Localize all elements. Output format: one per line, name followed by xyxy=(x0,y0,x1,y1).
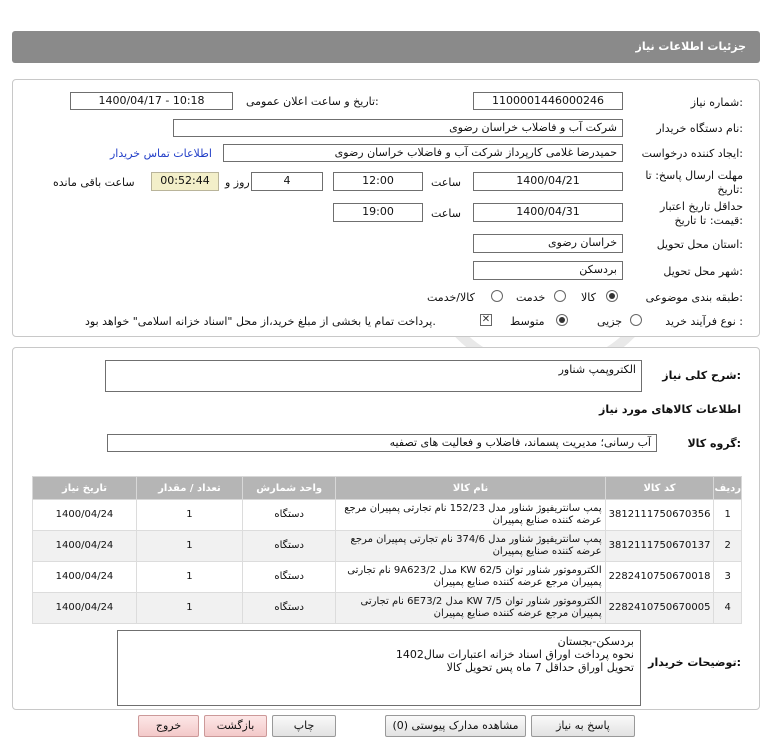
buyer-notes-line: بردسکن-بجستان xyxy=(557,635,634,648)
buyer-org-field: شرکت آب و فاضلاب خراسان رضوی xyxy=(173,119,623,137)
remaining-time-field: 00:52:44 xyxy=(151,172,219,191)
buyer-contact-link[interactable]: اطلاعات تماس خریدار xyxy=(110,147,212,160)
row-number: 3 xyxy=(714,562,742,593)
category-radio-goods[interactable] xyxy=(606,290,618,302)
goods-info-title: اطلاعات کالاهای مورد نیاز xyxy=(599,403,741,416)
summary-label: شرح کلی نیاز: xyxy=(662,369,741,382)
attachments-button[interactable]: مشاهده مدارک پیوستی (0) xyxy=(385,715,526,737)
remaining-label: ساعت باقی مانده xyxy=(53,176,135,189)
reply-button[interactable]: پاسخ به نیاز xyxy=(531,715,635,737)
title-bar xyxy=(12,31,760,63)
province-field: خراسان رضوی xyxy=(473,234,623,253)
row-number: 1 xyxy=(714,500,742,531)
category-radio-goods-service[interactable] xyxy=(491,290,503,302)
table-row xyxy=(33,562,742,593)
col-row-header: ردیف xyxy=(714,477,742,500)
goods-code: 2282410750670005 xyxy=(605,593,714,624)
goods-group-field: آب رسانی؛ مدیریت پسماند، فاضلاب و فعالیت های تصفیه xyxy=(107,434,657,452)
goods-unit: دستگاه xyxy=(242,531,336,562)
goods-qty: 1 xyxy=(136,500,242,531)
row-number: 4 xyxy=(714,593,742,624)
buyer-notes-box xyxy=(117,630,641,706)
need-number-label: شماره نیاز: xyxy=(690,96,743,109)
table-row xyxy=(33,531,742,562)
goods-unit: دستگاه xyxy=(242,593,336,624)
goods-name: الکتروموتور شناور توان KW 7/5 مدل 6E73/2 نام تجارتی پمپیران مرجع عرضه کننده صنایع پمپیران xyxy=(336,593,605,624)
col-qty-header: تعداد / مقدار xyxy=(136,477,242,500)
category-option-goods: کالا xyxy=(581,291,596,304)
process-label: نوع فرآیند خرید : xyxy=(665,315,743,328)
summary-field: الکتروپمپ شناور xyxy=(105,360,642,392)
process-radio-medium[interactable] xyxy=(556,314,568,326)
exit-button[interactable]: خروج xyxy=(138,715,199,737)
goods-unit: دستگاه xyxy=(242,500,336,531)
treasury-payment-note: پرداخت تمام یا بخشی از مبلغ خرید،از محل "اسناد خزانه اسلامی" خواهد بود. xyxy=(85,315,436,328)
goods-code: 3812111750670137 xyxy=(605,531,714,562)
buyer-notes-line: نحوه پرداخت اوراق اسناد خزانه اعتبارات سال1402 xyxy=(395,648,634,661)
row-number: 2 xyxy=(714,531,742,562)
goods-name: پمپ سانتریفیوژ شناور مدل 374/6 نام تجارتی پمپیران مرجع عرضه کننده صنایع پمپیران xyxy=(336,531,605,562)
category-label: طبقه بندی موضوعی: xyxy=(645,291,743,304)
city-label: شهر محل تحویل: xyxy=(663,265,743,278)
buyer-org-label: نام دستگاه خریدار: xyxy=(656,122,743,135)
goods-code: 2282410750670018 xyxy=(605,562,714,593)
goods-name: الکتروموتور شناور توان KW 62/5 مدل 9A623/2 نام تجارتی پمپیران مرجع عرضه کننده صنایع پمپیران xyxy=(336,562,605,593)
process-radio-minor[interactable] xyxy=(630,314,642,326)
process-option-medium: متوسط xyxy=(510,315,545,328)
city-field: بردسکن xyxy=(473,261,623,280)
need-info-panel xyxy=(12,79,760,337)
buyer-notes-line: تحویل اوراق حداقل 7 ماه پس تحویل کالا xyxy=(446,661,634,674)
validity-time-label: ساعت xyxy=(431,207,461,220)
announce-label: تاریخ و ساعت اعلان عمومی: xyxy=(246,95,379,108)
announce-field: 1400/04/17 - 10:18 xyxy=(70,92,233,110)
deadline-label-line1: مهلت ارسال پاسخ: تا xyxy=(645,169,743,182)
col-name-header: نام کالا xyxy=(336,477,605,500)
treasury-payment-checkbox[interactable]: ✕ xyxy=(481,314,491,325)
goods-need-date: 1400/04/24 xyxy=(33,531,137,562)
deadline-time-label: ساعت xyxy=(431,176,461,189)
days-field: 4 xyxy=(251,172,323,191)
col-date-header: تاریخ نیاز xyxy=(33,477,137,500)
days-label: روز و xyxy=(225,176,250,189)
goods-table-header xyxy=(33,477,742,500)
goods-qty: 1 xyxy=(136,562,242,593)
deadline-time-field: 12:00 xyxy=(333,172,423,191)
need-number-field: 1100001446000246 xyxy=(473,92,623,110)
deadline-label-line2: تاریخ: xyxy=(717,183,743,196)
goods-need-date: 1400/04/24 xyxy=(33,562,137,593)
category-option-goods-service: کالا/خدمت xyxy=(427,291,475,304)
page-title: جزئیات اطلاعات نیاز xyxy=(635,40,746,53)
table-row xyxy=(33,500,742,531)
need-details-panel xyxy=(12,347,760,710)
validity-date-field: 1400/04/31 xyxy=(473,203,623,222)
col-code-header: کد کالا xyxy=(605,477,714,500)
back-button[interactable]: بازگشت xyxy=(204,715,267,737)
validity-label-line1: حداقل تاریخ اعتبار xyxy=(659,200,743,213)
category-option-service: خدمت xyxy=(516,291,546,304)
buyer-notes-label: توضیحات خریدار: xyxy=(648,656,741,669)
goods-need-date: 1400/04/24 xyxy=(33,500,137,531)
validity-time-field: 19:00 xyxy=(333,203,423,222)
goods-qty: 1 xyxy=(136,593,242,624)
deadline-date-field: 1400/04/21 xyxy=(473,172,623,191)
print-button[interactable]: چاپ xyxy=(272,715,336,737)
table-row xyxy=(33,593,742,624)
goods-table xyxy=(32,476,742,624)
goods-group-label: گروه کالا: xyxy=(687,437,741,450)
creator-field: حمیدرضا غلامی کارپرداز شرکت آب و فاضلاب خراسان رضوی xyxy=(223,144,623,162)
col-unit-header: واحد شمارش xyxy=(242,477,336,500)
creator-label: ایجاد کننده درخواست: xyxy=(641,147,743,160)
goods-code: 3812111750670356 xyxy=(605,500,714,531)
process-option-minor: جزیی xyxy=(597,315,623,328)
goods-name: پمپ سانتریفیوژ شناور مدل 152/23 نام تجارتی پمپیران مرجع عرضه کننده صنایع پمپیران xyxy=(336,500,605,531)
category-radio-service[interactable] xyxy=(554,290,566,302)
goods-unit: دستگاه xyxy=(242,562,336,593)
validity-label-line2: قیمت: تا تاریخ: xyxy=(674,214,743,227)
goods-qty: 1 xyxy=(136,531,242,562)
goods-need-date: 1400/04/24 xyxy=(33,593,137,624)
province-label: استان محل تحویل: xyxy=(656,238,743,251)
